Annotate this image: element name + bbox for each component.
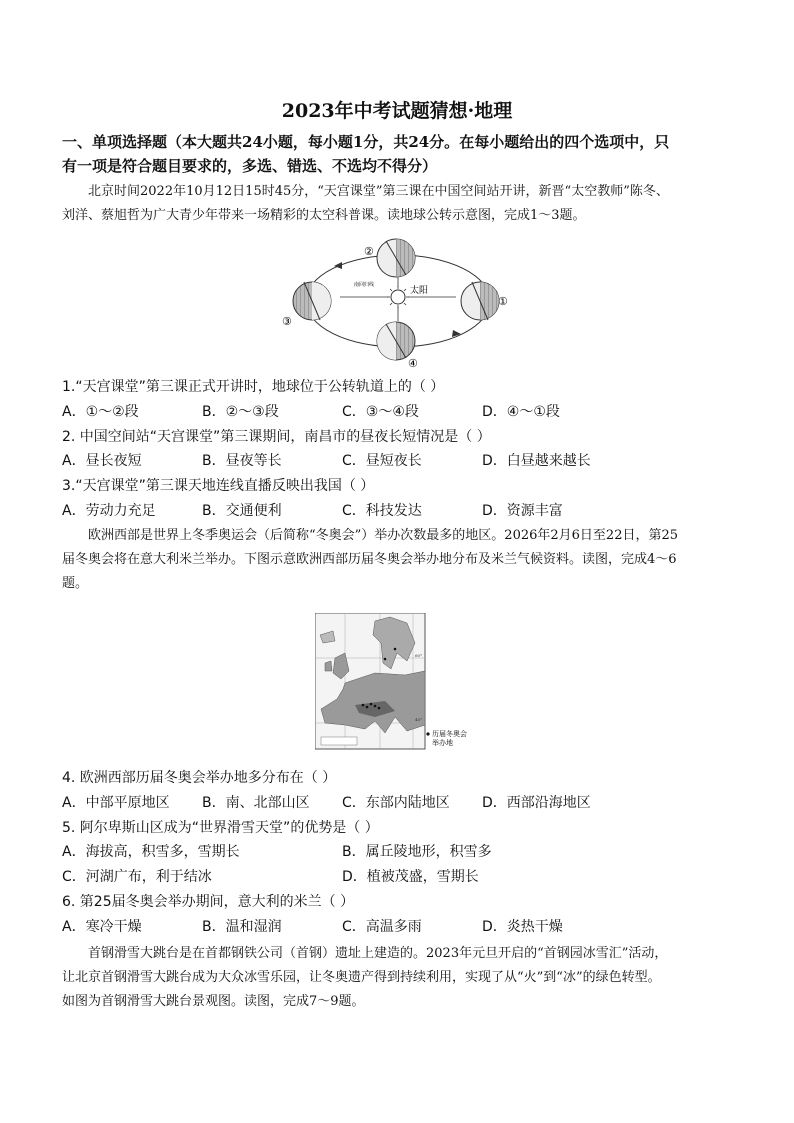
intro1-line1: 北京时间2022年10月12日15时45分，“天宫课堂”第三课在中国空间站开讲，新晋“太空教师”陈冬、 (88, 184, 669, 199)
q4-option-b[interactable]: B．南、北部山区 (202, 795, 310, 811)
q2-option-b[interactable]: B．昼夜等长 (202, 453, 282, 469)
q4-option-d[interactable]: D．西部沿海地区 (482, 795, 591, 811)
marker-4: ④ (408, 357, 418, 370)
intro2-line1: 欧洲西部是世界上冬季奥运会（后简称“冬奥会”）举办次数最多的地区。2026年2月6日至22日，第25 (88, 528, 679, 543)
q3-stem: 3.“天宫课堂”第三课天地连线直播反映出我国（ ） (62, 478, 375, 494)
q2-options (62, 451, 742, 473)
q5-options-row1 (62, 842, 742, 864)
page-title: 2023年中考试题猜想·地理 (281, 100, 513, 122)
q1-stem: 1.“天宫课堂”第三课正式开讲时，地球位于公转轨道上的（ ） (62, 379, 445, 395)
q2-option-c[interactable]: C．昼短夜长 (342, 453, 422, 469)
q3-option-a[interactable]: A．劳动力充足 (62, 503, 156, 519)
q5-options-row2 (62, 867, 742, 889)
q5-option-a[interactable]: A．海拔高，积雪多，雪期长 (62, 844, 240, 860)
q3-options (62, 501, 742, 523)
q6-option-c[interactable]: C．高温多雨 (342, 919, 422, 935)
q2-option-a[interactable]: A．昼长夜短 (62, 453, 142, 469)
marker-2: ② (364, 245, 374, 258)
q3-option-b[interactable]: B．交通便利 (202, 503, 282, 519)
q3-option-c[interactable]: C．科技发达 (342, 503, 422, 519)
q4-options (62, 793, 742, 815)
q2-stem: 2. 中国空间站“天宫课堂”第三课期间，南昌市的昼夜长短情况是（ ） (62, 429, 491, 445)
tropic-label: 南回归线 (354, 282, 375, 288)
earth-right (461, 282, 499, 320)
q4-stem: 4. 欧洲西部历届冬奥会举办地多分布在（ ） (62, 770, 337, 786)
sun-label: 太阳 (410, 286, 429, 296)
section-heading-line1: 一、单项选择题（本大题共24小题，每小题1分，共24分。在每小题给出的四个选项中，只 (62, 133, 670, 151)
q6-option-d[interactable]: D．炎热干燥 (482, 919, 563, 935)
q5-option-b[interactable]: B．属丘陵地形，积雪多 (342, 844, 492, 860)
q6-option-a[interactable]: A．寒冷干燥 (62, 919, 142, 935)
q6-stem: 6. 第25届冬奥会举办期间，意大利的米兰（ ） (62, 894, 355, 910)
earth-top (377, 239, 415, 277)
q1-option-a[interactable]: A．①～②段 (62, 404, 139, 420)
q5-stem: 5. 阿尔卑斯山区成为“世界滑雪天堂”的优势是（ ） (62, 820, 379, 836)
legend-line1: 历届冬奥会 (432, 730, 467, 738)
intro2-line3: 题。 (62, 576, 89, 591)
marker-1: ① (498, 295, 508, 308)
earth-bottom (377, 322, 415, 360)
q5-option-d[interactable]: D．植被茂盛，雪期长 (342, 869, 479, 885)
q1-options (62, 402, 742, 424)
legend-line2: 举办地 (432, 739, 453, 747)
intro1-line2: 刘洋、蔡旭哲为广大青少年带来一场精彩的太空科普课。读地球公转示意图，完成1～3题。 (62, 208, 586, 223)
q4-option-c[interactable]: C．东部内陆地区 (342, 795, 450, 811)
q5-option-c[interactable]: C．河湖广布，利于结冰 (62, 869, 212, 885)
intro3-line2: 让北京首钢滑雪大跳台成为大众冰雪乐园，让冬奥遗产得到持续利用，实现了从“火”到“冰”的绿色转型。 (62, 970, 661, 985)
section-heading-line2: 有一项是符合题目要求的，多选、错选、不选均不得分） (62, 157, 438, 175)
q1-option-d[interactable]: D．④～①段 (482, 404, 560, 420)
marker-3: ③ (282, 315, 292, 328)
sun-icon (387, 286, 409, 308)
intro3-line3: 如图为首钢滑雪大跳台景观图。读图，完成7～9题。 (62, 994, 365, 1009)
host-dot-legend-icon (426, 732, 429, 735)
q6-options (62, 917, 742, 939)
earth-left (293, 282, 331, 320)
earth-revolution-diagram (280, 235, 520, 370)
lat-60-label: 60° (415, 653, 423, 658)
europe-map (315, 613, 495, 753)
q3-option-d[interactable]: D．资源丰富 (482, 503, 563, 519)
q1-option-c[interactable]: C．③～④段 (342, 404, 419, 420)
intro3-line1: 首钢滑雪大跳台是在首都钢铁公司（首钢）遗址上建造的。2023年元旦开启的“首钢园冰雪汇”活动， (88, 946, 668, 961)
q1-option-b[interactable]: B．②～③段 (202, 404, 279, 420)
lat-40-label: 40° (415, 717, 423, 722)
q4-option-a[interactable]: A．中部平原地区 (62, 795, 170, 811)
q2-option-d[interactable]: D．白昼越来越长 (482, 453, 591, 469)
q6-option-b[interactable]: B．温和湿润 (202, 919, 282, 935)
intro2-line2: 届冬奥会将在意大利米兰举办。下图示意欧洲西部历届冬奥会举办地分布及米兰气候资料。读图，完成4～6 (62, 552, 677, 567)
